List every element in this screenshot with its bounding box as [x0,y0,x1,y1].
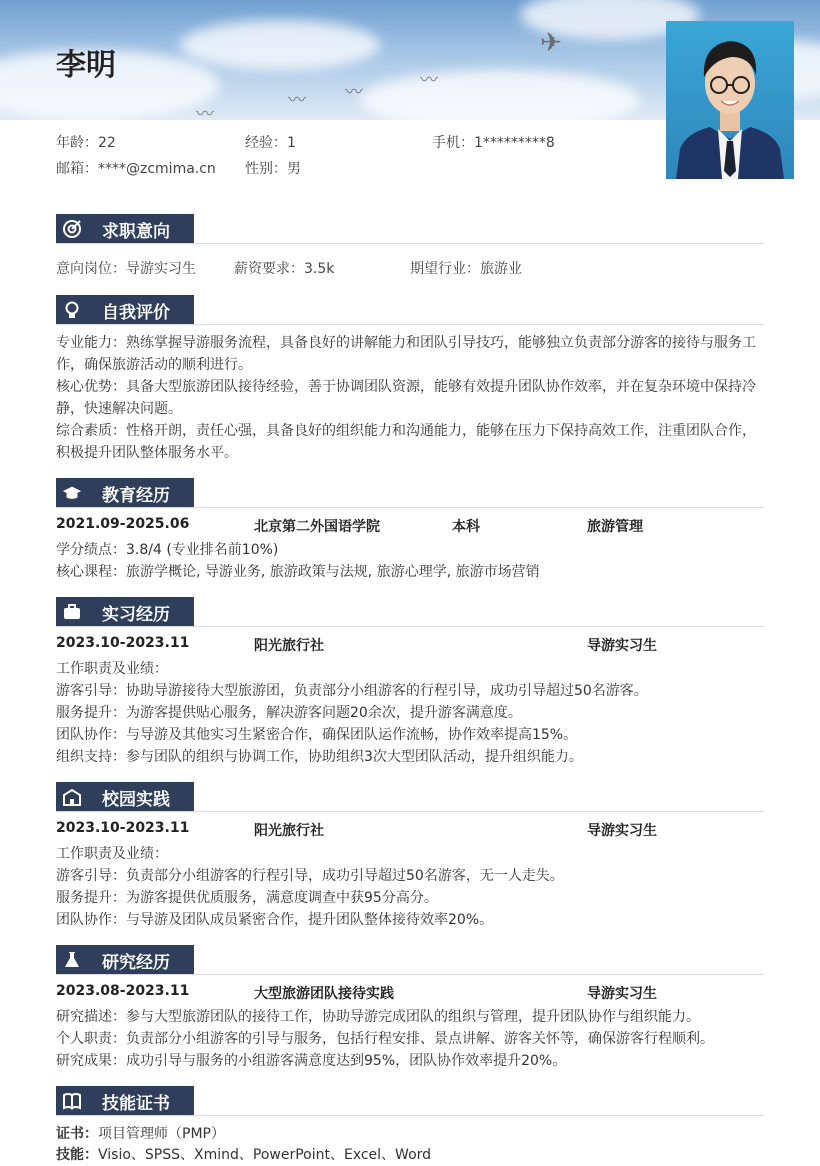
phone: 手机：1*********8 [432,135,555,151]
self-eval-3: 综合素质：性格开朗，责任心强，具备良好的组织能力和沟通能力，能够在压力下保持高效工作，注重团队合作，积极提升团队整体服务水平。 [56,423,756,461]
campus-line: 工作职责及业绩： [56,846,168,862]
divider [56,243,764,244]
gender: 性别：男 [245,161,301,177]
candidate-name: 李明 [56,48,116,83]
section-internship [56,597,194,627]
internship-row [56,635,766,657]
section-intention [56,214,194,244]
section-title: 实习经历 [102,604,170,625]
section-skills [56,1086,194,1116]
bird-icon: ✈ [540,28,562,58]
age: 年龄：22 [56,135,116,151]
research-line: 研究成果：成功引导与服务的小组游客满意度达到95%，团队协作效率提升20%。 [56,1053,567,1069]
education-school: 北京第二外国语学院 [254,519,380,535]
internship-line: 组织支持：参与团队的组织与协调工作，协助组织3次大型团队活动，提升组织能力。 [56,749,583,765]
internship-line: 工作职责及业绩： [56,661,168,677]
section-title: 自我评价 [102,302,170,323]
section-education [56,478,194,508]
internship-period: 2023.10-2023.11 [56,635,190,651]
section-title: 求职意向 [102,221,170,242]
book-icon [62,1091,82,1111]
divider [56,626,764,627]
section-title: 技能证书 [102,1093,170,1114]
divider [56,1115,764,1116]
avatar [666,21,794,179]
bird-icon: 〰 [345,82,363,103]
bird-icon: 〰 [288,90,306,111]
campus-line: 团队协作：与导游及团队成员紧密合作，提升团队整体接待效率20%。 [56,912,494,928]
intention-position: 意向岗位：导游实习生 [56,261,196,277]
divider [56,974,764,975]
cert-value: 项目管理师（PMP） [98,1126,225,1142]
lightbulb-icon [62,300,82,320]
cert-label: 证书： [56,1126,98,1142]
building-icon [62,787,82,807]
self-eval-2: 核心优势：具备大型旅游团队接待经验，善于协调团队资源，能够有效提升团队协作效率，并在复杂环境中保持冷静，快速解决问题。 [56,379,756,417]
research-project: 大型旅游团队接待实践 [254,986,394,1002]
education-row [56,516,766,538]
section-campus [56,782,194,812]
section-research [56,945,194,975]
campus-role: 导游实习生 [587,823,657,839]
section-title: 校园实践 [102,789,170,810]
education-courses: 核心课程：旅游学概论, 导游业务, 旅游政策与法规, 旅游心理学, 旅游市场营销 [56,564,540,580]
section-title: 教育经历 [102,485,170,506]
target-icon [62,219,82,239]
skills-skill [56,1144,766,1166]
internship-role: 导游实习生 [587,638,657,654]
campus-period: 2023.10-2023.11 [56,820,190,836]
campus-company: 阳光旅行社 [254,823,324,839]
campus-line: 游客引导：负责部分小组游客的行程引导，成功引导超过50名游客，无一人走失。 [56,868,564,884]
divider [56,811,764,812]
campus-row [56,820,766,842]
intention-salary: 薪资要求：3.5k [234,261,335,277]
self-eval-1: 专业能力：熟练掌握导游服务流程，具备良好的讲解能力和团队引导技巧，能够独立负责部分游客的接待与服务工作，确保旅游活动的顺利进行。 [56,335,756,373]
education-degree: 本科 [452,519,480,535]
section-title: 研究经历 [102,952,170,973]
bird-icon: 〰 [420,70,438,91]
research-row [56,983,766,1005]
education-period: 2021.09-2025.06 [56,516,190,532]
intention-industry: 期望行业：旅游业 [410,261,522,277]
research-line: 个人职责：负责部分小组游客的引导与服务，包括行程安排、景点讲解、游客关怀等，确保游客行程顺利。 [56,1031,714,1047]
skill-value: Visio、SPSS、Xmind、PowerPoint、Excel、Word [98,1147,432,1163]
research-role: 导游实习生 [587,986,657,1002]
divider [56,507,764,508]
divider [56,324,764,325]
email: 邮箱：****@zcmima.cn [56,161,216,177]
campus-line: 服务提升：为游客提供优质服务，满意度调查中获95分高分。 [56,890,438,906]
skills-cert [56,1123,766,1145]
graduation-cap-icon [62,483,82,503]
flask-icon [62,950,82,970]
internship-line: 游客引导：协助导游接待大型旅游团，负责部分小组游客的行程引导，成功引导超过50名游客。 [56,683,648,699]
internship-line: 服务提升：为游客提供贴心服务，解决游客问题20余次，提升游客满意度。 [56,705,522,721]
research-period: 2023.08-2023.11 [56,983,190,999]
bird-icon: 〰 [196,104,214,120]
internship-line: 团队协作：与导游及其他实习生紧密合作，确保团队运作流畅，协作效率提高15%。 [56,727,578,743]
briefcase-icon [62,602,82,622]
internship-company: 阳光旅行社 [254,638,324,654]
research-line: 研究描述：参与大型旅游团队的接待工作，协助导游完成团队的组织与管理，提升团队协作与组织能力。 [56,1009,700,1025]
education-major: 旅游管理 [587,519,643,535]
skill-label: 技能： [56,1147,98,1163]
section-self-evaluation [56,295,194,325]
education-gpa: 学分绩点：3.8/4 (专业排名前10%) [56,542,279,558]
experience: 经验：1 [245,135,296,151]
